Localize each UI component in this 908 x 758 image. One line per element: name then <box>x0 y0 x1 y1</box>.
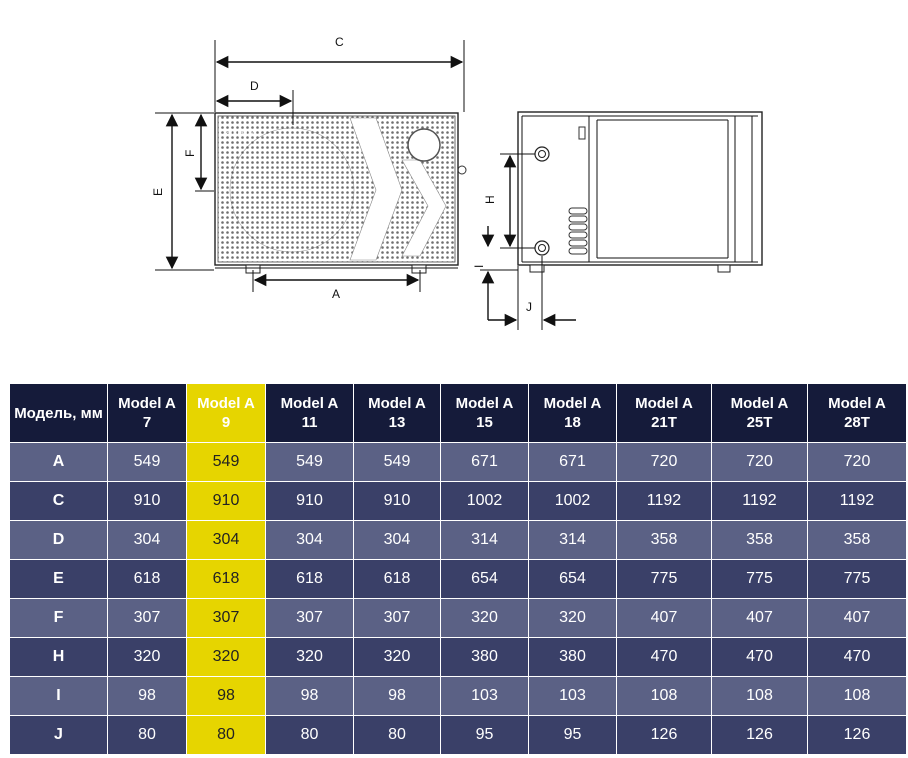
table-cell: 314 <box>529 521 617 560</box>
table-row <box>10 677 907 716</box>
brand-logo: aquajoy <box>226 128 255 137</box>
header-model-line1: Model A <box>455 395 514 412</box>
row-label: E <box>10 560 108 599</box>
table-row <box>10 716 907 755</box>
table-cell: 95 <box>441 716 529 755</box>
table-cell: 618 <box>187 560 266 599</box>
table-cell: 618 <box>354 560 441 599</box>
header-model-line2: 13 <box>388 414 406 431</box>
table-cell: 654 <box>441 560 529 599</box>
header-model-line2: 11 <box>301 414 318 431</box>
dim-label-h: H <box>483 195 497 204</box>
table-cell: 307 <box>187 599 266 638</box>
header-model-line1: Model A <box>197 395 255 412</box>
front-view <box>215 113 466 273</box>
table-cell: 1192 <box>808 482 907 521</box>
row-label: D <box>10 521 108 560</box>
table-cell: 380 <box>441 638 529 677</box>
table-cell: 126 <box>808 716 907 755</box>
header-model-line2: 7 <box>142 414 152 431</box>
table-cell: 320 <box>266 638 354 677</box>
table-cell: 307 <box>108 599 187 638</box>
table-cell: 80 <box>354 716 441 755</box>
table-cell: 108 <box>617 677 712 716</box>
table-cell: 103 <box>529 677 617 716</box>
header-model-line2: 28T <box>844 414 870 431</box>
header-model-line1: Model A <box>828 395 886 412</box>
table-cell: 671 <box>529 443 617 482</box>
table-cell: 407 <box>712 599 808 638</box>
header-model-line2: 18 <box>564 414 581 431</box>
header-model <box>617 384 712 443</box>
table-cell: 358 <box>617 521 712 560</box>
table-cell: 618 <box>266 560 354 599</box>
table-cell: 775 <box>617 560 712 599</box>
table-cell: 80 <box>266 716 354 755</box>
table-cell: 304 <box>108 521 187 560</box>
table-cell: 654 <box>529 560 617 599</box>
header-model-line2: 15 <box>476 414 493 431</box>
table-cell: 320 <box>187 638 266 677</box>
table-cell: 910 <box>187 482 266 521</box>
dim-label-c: C <box>335 35 344 49</box>
header-model <box>354 384 441 443</box>
table-cell: 307 <box>354 599 441 638</box>
table-cell: 720 <box>808 443 907 482</box>
display-circle <box>408 129 440 161</box>
table-cell: 126 <box>617 716 712 755</box>
table-row <box>10 599 907 638</box>
dimensions-table <box>9 383 907 755</box>
header-model <box>108 384 187 443</box>
table-cell: 720 <box>617 443 712 482</box>
table-cell: 320 <box>441 599 529 638</box>
table-cell: 314 <box>441 521 529 560</box>
table-cell: 304 <box>354 521 441 560</box>
table-cell: 910 <box>354 482 441 521</box>
side-view <box>518 112 762 272</box>
table-cell: 618 <box>108 560 187 599</box>
table-cell: 671 <box>441 443 529 482</box>
row-label: A <box>10 443 108 482</box>
header-model-line1: Model A <box>118 395 176 412</box>
table-cell: 1192 <box>712 482 808 521</box>
header-model-line2: 25T <box>746 414 773 431</box>
table-cell: 320 <box>354 638 441 677</box>
table-cell: 1002 <box>441 482 529 521</box>
table-cell: 320 <box>108 638 187 677</box>
table-cell: 98 <box>108 677 187 716</box>
header-model <box>808 384 907 443</box>
table-row <box>10 521 907 560</box>
table-cell: 407 <box>808 599 907 638</box>
table-cell: 1002 <box>529 482 617 521</box>
table-cell: 549 <box>108 443 187 482</box>
table-cell: 108 <box>712 677 808 716</box>
dim-label-j: J <box>526 300 532 314</box>
row-label: J <box>10 716 108 755</box>
header-model-line2: 21T <box>651 414 677 431</box>
table-cell: 80 <box>108 716 187 755</box>
table-row <box>10 638 907 677</box>
table-cell: 470 <box>617 638 712 677</box>
header-model <box>187 384 266 443</box>
table-cell: 720 <box>712 443 808 482</box>
table-cell: 304 <box>187 521 266 560</box>
table-cell: 126 <box>712 716 808 755</box>
table-cell: 320 <box>529 599 617 638</box>
table-cell: 910 <box>266 482 354 521</box>
dim-label-f: F <box>183 149 197 157</box>
table-cell: 549 <box>187 443 266 482</box>
table-cell: 98 <box>266 677 354 716</box>
header-model-line1: Model A <box>368 395 426 412</box>
dim-label-d: D <box>250 79 259 93</box>
header-model <box>529 384 617 443</box>
header-model-line1: Model A <box>635 395 693 412</box>
header-model-line1: Model A <box>730 395 789 412</box>
table-cell: 103 <box>441 677 529 716</box>
table-cell: 304 <box>266 521 354 560</box>
table-cell: 470 <box>808 638 907 677</box>
table-cell: 407 <box>617 599 712 638</box>
header-model <box>712 384 808 443</box>
table-cell: 775 <box>808 560 907 599</box>
table-cell: 95 <box>529 716 617 755</box>
table-cell: 108 <box>808 677 907 716</box>
header-model <box>266 384 354 443</box>
table-row <box>10 560 907 599</box>
table-cell: 775 <box>712 560 808 599</box>
header-model-line1: Model A <box>280 395 339 412</box>
table-cell: 358 <box>808 521 907 560</box>
table-cell: 80 <box>187 716 266 755</box>
table-cell: 910 <box>108 482 187 521</box>
table-cell: 380 <box>529 638 617 677</box>
row-label: F <box>10 599 108 638</box>
row-label: I <box>10 677 108 716</box>
header-model-line2: 9 <box>221 414 231 431</box>
header-model-dimension: Модель, мм <box>10 384 108 443</box>
row-label: C <box>10 482 108 521</box>
dimensions-table-container <box>9 383 906 755</box>
dim-label-i: I <box>472 264 486 268</box>
table-body <box>10 443 907 755</box>
table-row <box>10 482 907 521</box>
table-cell: 307 <box>266 599 354 638</box>
table-cell: 358 <box>712 521 808 560</box>
row-label: H <box>10 638 108 677</box>
dimension-drawing <box>0 0 908 345</box>
table-row <box>10 443 907 482</box>
table-cell: 1192 <box>617 482 712 521</box>
table-cell: 549 <box>266 443 354 482</box>
table-cell: 98 <box>187 677 266 716</box>
header-model-line1: Model A <box>543 395 602 412</box>
table-cell: 470 <box>712 638 808 677</box>
table-header-row <box>10 384 907 443</box>
dim-label-a: A <box>332 287 341 301</box>
table-cell: 549 <box>354 443 441 482</box>
dim-label-e: E <box>151 187 165 196</box>
header-model <box>441 384 529 443</box>
table-cell: 98 <box>354 677 441 716</box>
